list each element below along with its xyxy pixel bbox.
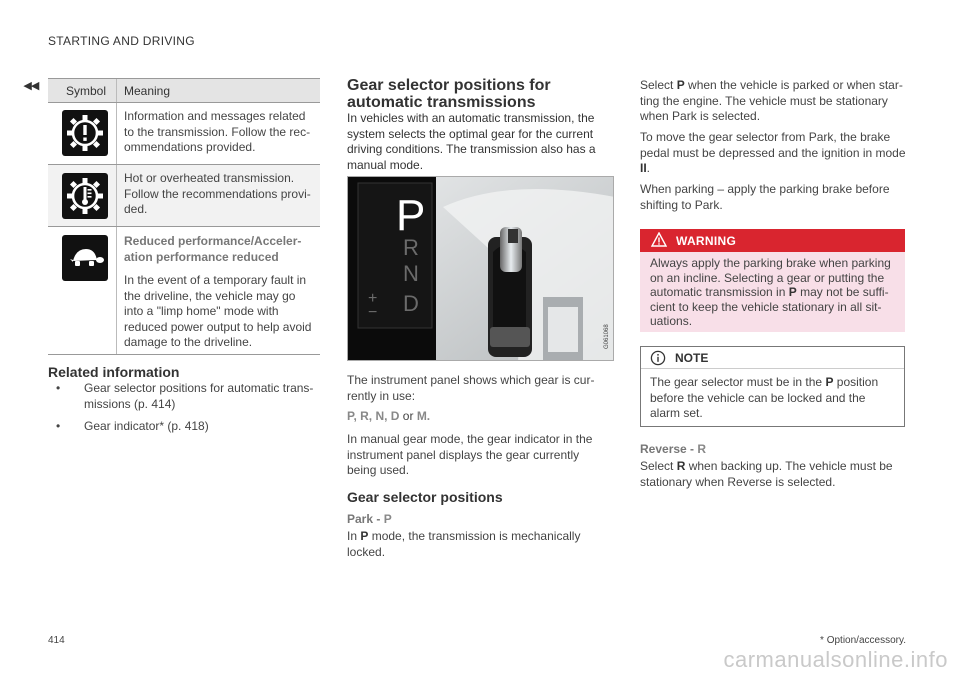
- note-text: The gear selector must be in the P position before the vehicle can be locked and the alarm set.: [650, 375, 879, 420]
- reverse-heading: Reverse - R: [640, 442, 707, 456]
- warning-header: [640, 229, 905, 252]
- symbol-table: [48, 78, 320, 355]
- minus-label: −: [368, 304, 378, 321]
- image-code: G061068: [604, 324, 610, 349]
- note-box: [640, 346, 905, 427]
- warning-box: [640, 229, 905, 332]
- intro-paragraph: In vehicles with an automatic transmission, the system selects the optimal gear for the current driving conditions. The transmission also has a manual mode.: [347, 111, 596, 172]
- panel-paragraph: The instrument panel shows which gear is cur-rently in use:: [347, 373, 595, 403]
- row-meaning: Hot or overheated transmission. Follow the recommendations provi-ded.: [124, 171, 311, 216]
- move-paragraph: To move the gear selector from Park, the brake pedal must be depressed and the ignition in mode II.: [640, 130, 906, 175]
- gears-line: P, R, N, D or M.: [347, 409, 431, 423]
- section-title: STARTING AND DRIVING: [48, 34, 195, 48]
- turtle-icon: [62, 235, 108, 281]
- info-icon: [650, 350, 666, 371]
- gear-p-label: P: [396, 191, 426, 240]
- table-row: [48, 165, 320, 227]
- column-symbol: Symbol: [66, 84, 107, 98]
- table-header: [48, 78, 320, 103]
- parking-paragraph: When parking – apply the parking brake before shifting to Park.: [640, 182, 890, 212]
- warning-text: Always apply the parking brake when parking on an incline. Selecting a gear or putting the automatic transmission in P may not be suffi-cient to keep the vehicle stationary in all sit-uations.: [650, 256, 891, 328]
- row-meaning: In the event of a temporary fault in the driveline, the vehicle may go into a "limp home" mode with reduced power output to help avoid damage to the driveline.: [124, 273, 312, 349]
- link-gear-selector-positions[interactable]: Gear selector positions for automatic trans-missions (p. 414): [84, 381, 314, 411]
- link-gear-indicator[interactable]: Gear indicator* (p. 418): [84, 419, 209, 433]
- row-heading: Reduced performance/Acceler-ation performance reduced: [124, 234, 302, 264]
- select-park-paragraph: Select P when the vehicle is parked or when star-ting the engine. The vehicle must be stationary when Park is selected.: [640, 78, 903, 123]
- manual-paragraph: In manual gear mode, the gear indicator in the instrument panel displays the gear currently being used.: [347, 432, 593, 477]
- warning-label: WARNING: [676, 234, 737, 248]
- note-label: NOTE: [675, 351, 709, 365]
- gear-n-label: N: [403, 261, 419, 286]
- watermark: carmanualsonline.info: [723, 647, 948, 672]
- positions-title: Gear selector positions: [347, 489, 503, 505]
- table-row: [48, 103, 320, 165]
- table-row: [48, 227, 320, 355]
- gear-selector-photo: [347, 176, 614, 361]
- page-title: Gear selector positions for automatic transmissions: [347, 77, 551, 111]
- gear-temperature-icon: [62, 173, 108, 219]
- reverse-paragraph: Select R when backing up. The vehicle must be stationary when Reverse is selected.: [640, 459, 893, 489]
- list-item[interactable]: • Gear indicator* (p. 418): [56, 419, 209, 433]
- column-meaning: Meaning: [124, 84, 171, 98]
- park-paragraph: In P mode, the transmission is mechanically locked.: [347, 529, 581, 559]
- plus-label: +: [368, 290, 378, 307]
- related-info-title: Related information: [48, 364, 180, 380]
- page-number: 414: [48, 635, 65, 646]
- gear-d-label: D: [403, 291, 419, 316]
- note-header: [641, 347, 904, 369]
- warning-triangle-icon: [651, 232, 667, 253]
- list-item[interactable]: • Gear selector positions for automatic trans-missions (p. 414): [56, 381, 320, 413]
- gear-warning-icon: [62, 110, 108, 156]
- park-heading: Park - P: [347, 512, 392, 526]
- back-chevron-icon[interactable]: ◂◂: [24, 77, 40, 94]
- footnote: * Option/accessory.: [820, 635, 906, 646]
- gear-r-label: R: [403, 235, 419, 260]
- row-meaning: Information and messages related to the transmission. Follow the rec-ommendations provided.: [124, 109, 311, 154]
